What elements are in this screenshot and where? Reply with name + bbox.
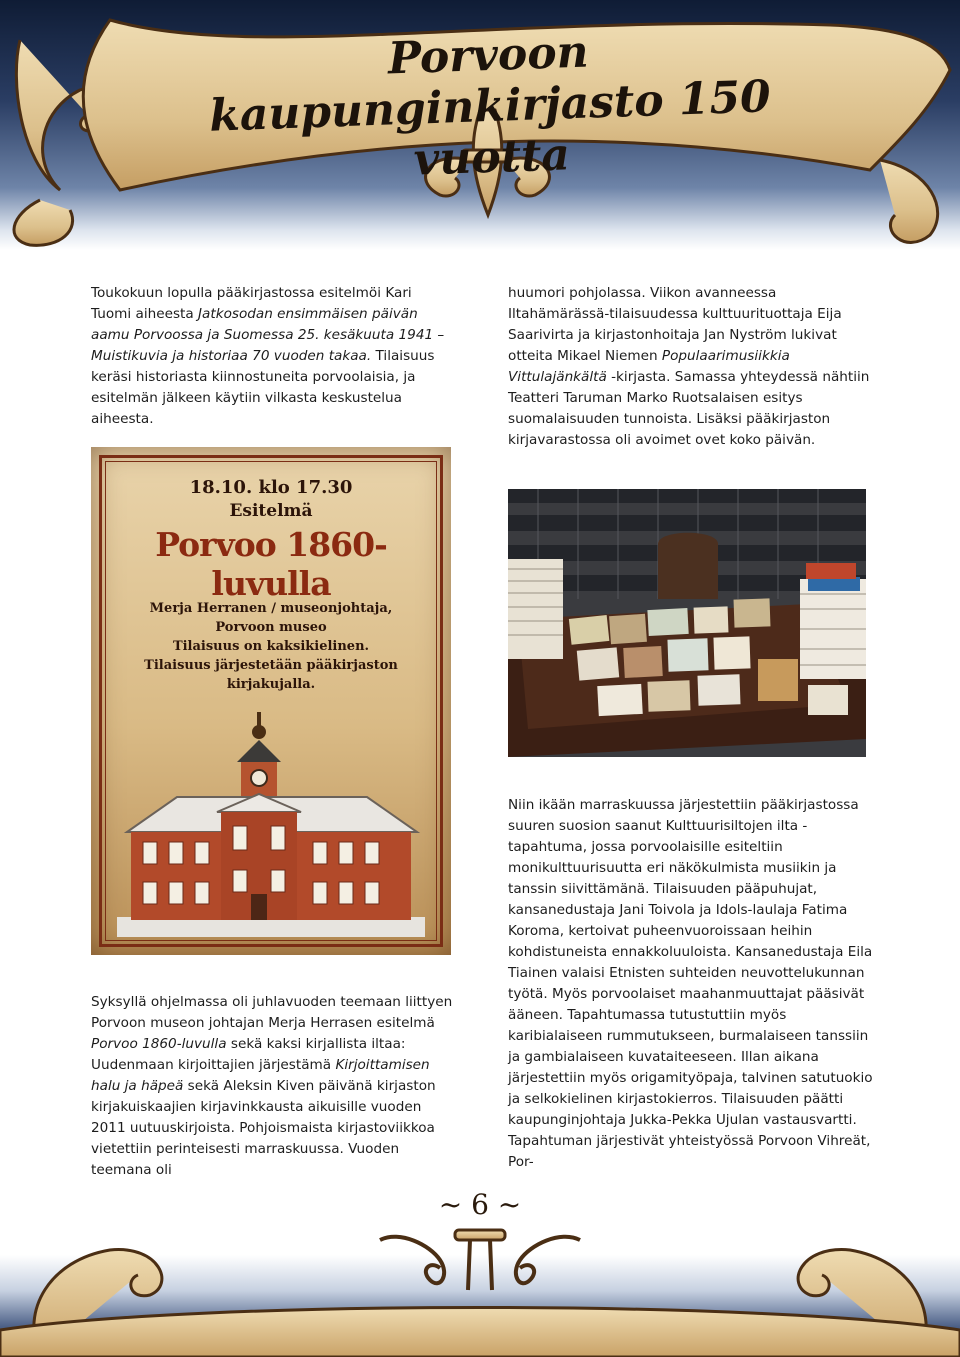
paragraph-text: Niin ikään marraskuussa järjestettiin pääkirjastossa suuren suosion saanut Kulttuurisiltojen ilta -tapahtuma, jossa porvoolaisille esiteltiin monikulttuurisuutta eri näkökulmista musiikin ja tanssin siivittämänä. Tilaisuuden pääpuhujat, kansanedustaja Jani Toivola ja Idols-laulaja Fatima Koroma, kertoivat puheenvuoroissaan heihin kohdistuneista ennakkoluuloista. Kansanedustaja Eila Tiainen valaisi Etnisten suhteiden neuvottelukunnan työtä. Myös porvoolaiset maahanmuuttajat pääsivät ääneen. Tapahtumassa tutustuttiin myös karibialaiseen rummutukseen, burmalaiseen tanssiin ja gambialaiseen kuvataiteeseen. Illan aikana järjestettiin myös origamityöpaja, talvinen satutuokio ja selkokielinen kirjastokierros. Tilaisuuden päätti kaupunginjohtaja Jukka-Pekka Ujulan vastausvartti. Tapahtuman järjestivät yhteistyössä Porvoon Vihreät, Por- xyxy=(508,797,873,1170)
poster-title: Porvoo 1860-luvulla xyxy=(155,525,387,603)
paragraph-text: sekä kaksi kirjallista iltaa: Uudenmaan kirjoittajien järjestämä xyxy=(91,1036,406,1073)
event-poster xyxy=(91,447,451,955)
paragraph-text: sekä Aleksin Kiven päivänä kirjaston kirjakuiskaajien kirjavinkkausta aikuisille vuoden 2011 uutuuskirjoista. Pohjoismaista kirjastoviikkoa vietettiin perinteisesti marraskuussa. Vuoden teemana oli xyxy=(91,1078,436,1178)
paragraph-text: huumori pohjolassa. Viikon avanneessa Iltahämärässä-tilaisuudessa kulttuurituottaja Eija Saarivirta ja kirjastonhoitaja Jan Nyström lukivat otteita Mikael Niemen xyxy=(508,285,842,364)
photo-illustration xyxy=(508,489,866,757)
article-paragraph-4 xyxy=(508,795,873,1173)
paragraph-text: Tilaisuus keräsi historiasta kiinnostuneita porvoolaisia, ja esitelmän jälkeen käytiin vilkasta keskustelua aiheesta. xyxy=(91,348,435,427)
paragraph-text: -kirjasta. Samassa yhteydessä nähtiin Teatteri Taruman Marko Ruotsalaisen esitys suomalaisuuden tunnoista. Lisäksi pääkirjaston kirjavarastossa oli avoimet ovet koko päivän. xyxy=(508,369,870,448)
lecture-title: Porvoo 1860-luvulla xyxy=(91,1036,227,1052)
page-title: Porvoon kaupunginkirjasto 150 vuotta xyxy=(208,26,772,186)
lecture-title: Jatkosodan ensimmäisen päivän aamu Porvoossa ja Suomessa 25. kesäkuuta 1941 – Muistikuvia ja historiaa 70 vuoden takaa. xyxy=(91,306,445,364)
poster-date: 18.10. klo 17.30 xyxy=(189,477,353,498)
scroll-ornament-icon xyxy=(0,1150,960,1357)
event-title: Kirjoittamisen halu ja häpeä xyxy=(91,1057,430,1094)
paragraph-text: Toukokuun lopulla pääkirjastossa esitelmöi Kari Tuomi aiheesta xyxy=(91,285,412,322)
poster-details xyxy=(101,599,441,694)
poster-label: Esitelmä xyxy=(229,501,313,521)
article-paragraph-1 xyxy=(91,283,456,430)
book-title: Populaarimusiikkia Vittulajänkältä xyxy=(508,348,790,385)
page-number: ~ 6 ~ xyxy=(438,1188,522,1221)
poster-line: Merja Herranen / museonjohtaja, xyxy=(149,601,393,616)
poster-line: Tilaisuus on kaksikielinen. xyxy=(172,639,370,654)
library-book-table-photo xyxy=(508,489,866,757)
article-paragraph-2 xyxy=(508,283,873,451)
poster-line: Tilaisuus järjestetään pääkirjaston kirjakujalla. xyxy=(144,658,398,692)
paragraph-text: Syksyllä ohjelmassa oli juhlavuoden teemaan liittyen Porvoon museon johtajan Merja Herrasen esitelmä xyxy=(91,994,453,1031)
poster-line: Porvoon museo xyxy=(215,620,327,635)
town-hall-illustration xyxy=(117,702,425,937)
